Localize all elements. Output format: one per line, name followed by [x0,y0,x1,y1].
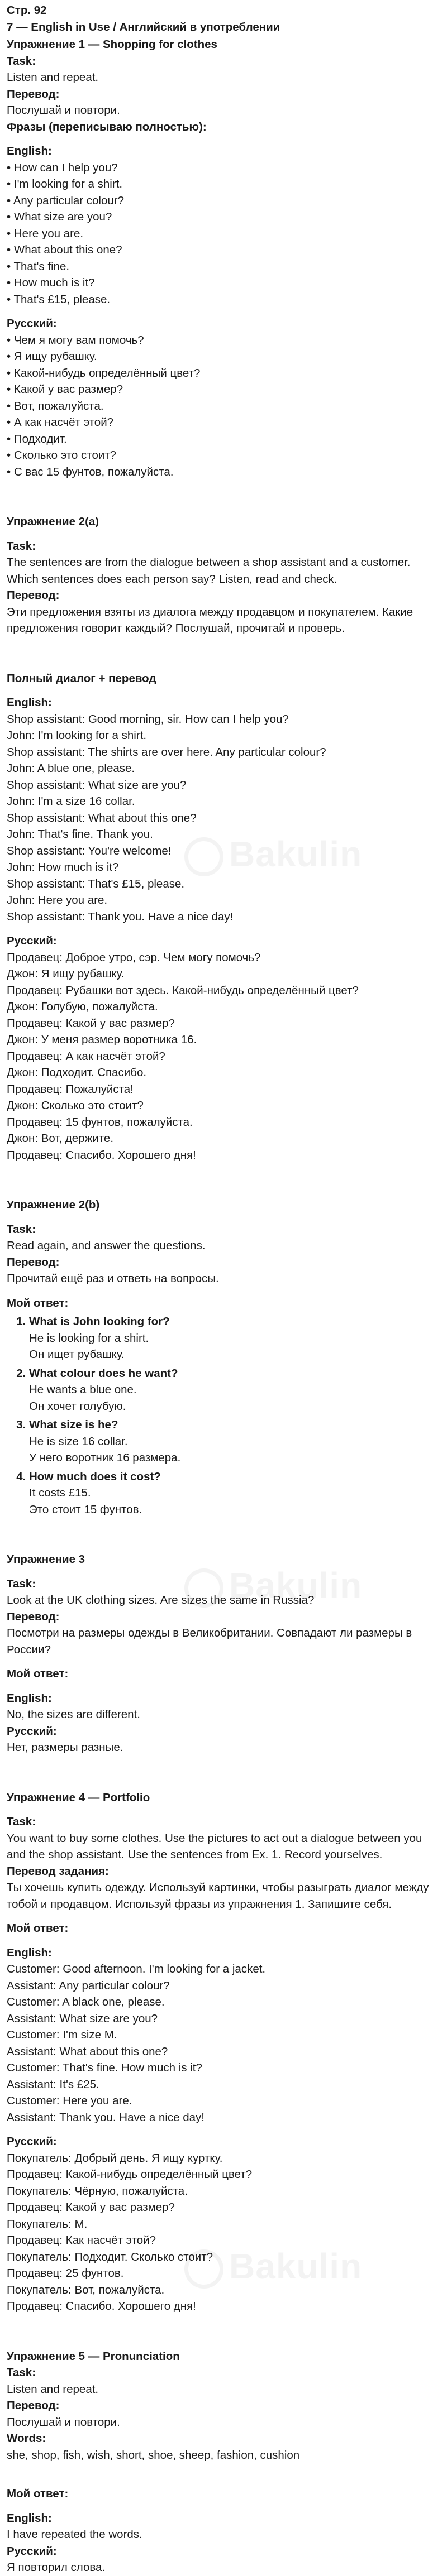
answer-ru: Нет, размеры разные. [7,1741,123,1754]
text-line: • What about this one? [7,243,122,256]
text-line: Продавец: Спасибо. Хорошего дня! [7,2300,196,2313]
translation-label: Перевод: [7,589,60,602]
english-label: English: [7,145,52,157]
text-line: • Подходит. [7,432,67,445]
russian-dialogue [7,2150,441,2315]
translation-label: Перевод: [7,1610,60,1623]
russian-label: Русский: [7,1724,57,1738]
text-line: Джон: Голубую, пожалуйста. [7,1000,158,1013]
answer-item [29,1417,441,1466]
text-line: John: A blue one, please. [7,762,135,775]
watermark: Bakulin [184,837,362,876]
russian-label: Русский: [7,934,57,947]
answer-item [29,1469,441,1518]
text-line: Assistant: What size are you? [7,2012,158,2025]
text-line: Продавец: Пожалуйста! [7,1082,134,1096]
text-line: Джон: Подходит. Спасибо. [7,1066,147,1079]
task-text: The sentences are from the dialogue between a shop assistant and a customer. Which sentences does each person say? Listen, read and check. [7,556,411,586]
text-line: • А как насчёт этой? [7,416,114,429]
text-line: Продавец: 15 фунтов, пожалуйста. [7,1115,193,1129]
question: What size is he? [29,1418,118,1431]
exercise-3 [7,1551,441,1756]
text-line: Продавец: Спасибо. Хорошего дня! [7,1148,196,1162]
text-line: Покупатель: Вот, пожалуйста. [7,2283,165,2296]
exercise-5 [7,2348,441,2576]
russian-label: Русский: [7,2135,57,2148]
text-line: John: I'm a size 16 collar. [7,795,135,808]
text-line: Customer: I'm size M. [7,2028,117,2041]
answer-en: It costs £15. [29,1486,91,1499]
watermark: Bakulin [184,2249,362,2289]
translation-text: Прочитай ещё раз и ответь на вопросы. [7,1272,219,1285]
text-line: • Какой у вас размер? [7,383,123,396]
text-line: Customer: That's fine. How much is it? [7,2061,202,2074]
english-label: English: [7,2511,52,2525]
exercise-title: Упражнение 3 [7,1553,85,1566]
russian-label: Русский: [7,317,57,330]
exercise-title: Упражнение 1 — Shopping for clothes [7,38,217,51]
text-line: Shop assistant: The shirts are over here. Any particular colour? [7,745,326,759]
english-dialogue [7,1961,441,2126]
word-list: she, shop, fish, wish, short, shoe, sheep, fashion, cushion [7,2448,300,2462]
text-line: Продавец: Какой у вас размер? [7,2201,175,2214]
answer-en: No, the sizes are different. [7,1708,140,1721]
exercise-title: Упражнение 2(b) [7,1198,100,1211]
english-dialogue [7,711,441,925]
exercise-title: Упражнение 4 — Portfolio [7,1791,150,1804]
text-line: Продавец: Доброе утро, сэр. Чем могу помочь? [7,951,261,964]
full-dialogue [7,670,441,1164]
text-line: • Here you are. [7,227,84,240]
russian-phrase-list [7,332,441,481]
text-line: Продавец: Какой-нибудь определённый цвет? [7,2168,253,2181]
answer-item [29,1313,441,1363]
text-line: Assistant: It's £25. [7,2078,99,2091]
my-answer-label: Мой ответ: [7,2487,69,2500]
question: What colour does he want? [29,1366,178,1380]
translation-text: Посмотри на размеры одежды в Великобритании. Совпадают ли размеры в России? [7,1627,412,1656]
answer-ru: Он хочет голубую. [29,1399,126,1413]
task-text: Listen and repeat. [7,2382,99,2396]
question: What is John looking for? [29,1315,170,1328]
task-label: Task: [7,539,36,553]
exercise-title: Упражнение 5 — Pronunciation [7,2349,180,2363]
my-answer-label: Мой ответ: [7,1922,69,1935]
dialogue-title: Полный диалог + перевод [7,671,156,685]
english-phrase-list [7,160,441,308]
text-line: Customer: Here you are. [7,2094,132,2107]
answer-list [7,1313,441,1518]
text-line: • How can I help you? [7,161,118,174]
exercise-4 [7,1790,441,2315]
text-line: Джон: У меня размер воротника 16. [7,1033,197,1046]
page-number: Стр. 92 [7,4,47,17]
text-line: • Any particular colour? [7,194,125,207]
answer-ru: У него воротник 16 размера. [29,1451,181,1464]
task-text: Read again, and answer the questions. [7,1239,206,1252]
exercise-title: Упражнение 2(a) [7,515,99,528]
text-line: • What size are you? [7,210,112,223]
task-label: Task: [7,1815,36,1828]
answer-ru: Он ищет рубашку. [29,1348,125,1361]
text-line: Покупатель: M. [7,2217,88,2230]
answer-en: I have repeated the words. [7,2528,142,2541]
task-text: Look at the UK clothing sizes. Are sizes the same in Russia? [7,1594,315,1606]
text-line: John: How much is it? [7,861,119,874]
answer-en: He is size 16 collar. [29,1435,128,1448]
answer-ru: Это стоит 15 фунтов. [29,1503,142,1516]
text-line: Customer: Good afternoon. I'm looking for a jacket. [7,1963,266,1975]
text-line: Shop assistant: Thank you. Have a nice day! [7,910,234,923]
task-label: Task: [7,54,36,68]
answer-item [29,1365,441,1415]
translation-text: Послушай и повтори. [7,2415,120,2429]
exercise-1 [7,36,441,480]
text-line: • Чем я могу вам помочь? [7,333,144,347]
text-line: Assistant: Any particular colour? [7,1979,170,1992]
text-line: Продавец: А как насчёт этой? [7,1049,165,1063]
text-line: Покупатель: Добрый день. Я ищу куртку. [7,2151,223,2165]
text-line: Shop assistant: That's £15, please. [7,877,185,890]
text-line: Shop assistant: Good morning, sir. How can I help you? [7,712,289,726]
english-label: English: [7,1691,52,1705]
text-line: Продавец: 25 фунтов. [7,2267,124,2280]
translation-label: Перевод: [7,1255,60,1269]
text-line: Shop assistant: What about this one? [7,811,197,824]
text-line: • Я ищу рубашку. [7,350,97,363]
task-label: Task: [7,1222,36,1236]
translation-label: Перевод: [7,87,60,100]
task-translation-label: Перевод задания: [7,1864,109,1878]
my-answer-label: Мой ответ: [7,1296,69,1309]
text-line: • I'm looking for a shirt. [7,178,123,190]
translation-label: Перевод: [7,2399,60,2412]
question: How much does it cost? [29,1470,161,1483]
text-line: Shop assistant: What size are you? [7,778,187,791]
text-line: Customer: A black one, please. [7,1995,165,2008]
text-line: Assistant: Thank you. Have a nice day! [7,2110,205,2124]
words-label: Words: [7,2432,46,2445]
answer-ru: Я повторил слова. [7,2561,106,2574]
text-line: Продавец: Как насчёт этой? [7,2234,156,2247]
text-line: • How much is it? [7,276,95,289]
text-line: • That's fine. [7,260,70,273]
document-body [7,2,441,2576]
task-text: Listen and repeat. [7,71,99,84]
english-label: English: [7,696,52,709]
task-text: You want to buy some clothes. Use the pictures to act out a dialogue between you and the shop assistant. Use the sentences from Ex. 1. Record yourselves. [7,1831,422,1861]
text-line: • С вас 15 фунтов, пожалуйста. [7,465,174,478]
text-line: Assistant: What about this one? [7,2045,168,2058]
text-line: John: Here you are. [7,894,108,906]
text-line: Shop assistant: You're welcome! [7,844,172,857]
watermark: Bakulin [184,1568,362,1608]
unit-title: 7 — English in Use / Английский в употреблении [7,20,280,33]
task-label: Task: [7,1577,36,1590]
text-line: Джон: Вот, держите. [7,1132,114,1145]
my-answer-label: Мой ответ: [7,1667,69,1680]
russian-dialogue [7,949,441,1164]
russian-label: Русский: [7,2544,57,2558]
text-line: Джон: Сколько это стоит? [7,1099,144,1112]
text-line: John: I'm looking for a shirt. [7,729,147,742]
text-line: • Какой-нибудь определённый цвет? [7,366,201,380]
text-line: • Вот, пожалуйста. [7,399,104,412]
text-line: Покупатель: Чёрную, пожалуйста. [7,2184,188,2198]
exercise-2a [7,514,441,637]
phrases-label: Фразы (переписываю полностью): [7,120,207,133]
text-line: Покупатель: Подходит. Сколько стоит? [7,2250,213,2263]
task-label: Task: [7,2366,36,2379]
translation-text: Послушай и повтори. [7,104,120,117]
exercise-2b [7,1197,441,1518]
text-line: Продавец: Какой у вас размер? [7,1016,175,1030]
text-line: • Сколько это стоит? [7,449,117,462]
text-line: Джон: Я ищу рубашку. [7,967,125,980]
text-line: • That's £15, please. [7,292,111,306]
text-line: John: That's fine. Thank you. [7,828,153,841]
english-label: English: [7,1946,52,1959]
translation-text: Ты хочешь купить одежду. Используй картинки, чтобы разыграть диалог между тобой и продавцом. Используй фразы из упражнения 1. Запишите себя. [7,1881,429,1911]
answer-en: He wants a blue one. [29,1383,137,1396]
answer-en: He is looking for a shirt. [29,1331,149,1345]
translation-text: Эти предложения взяты из диалога между продавцом и покупателем. Какие предложения говорит каждый? Послушай, прочитай и проверь. [7,605,413,635]
text-line: Продавец: Рубашки вот здесь. Какой-нибудь определённый цвет? [7,984,359,997]
